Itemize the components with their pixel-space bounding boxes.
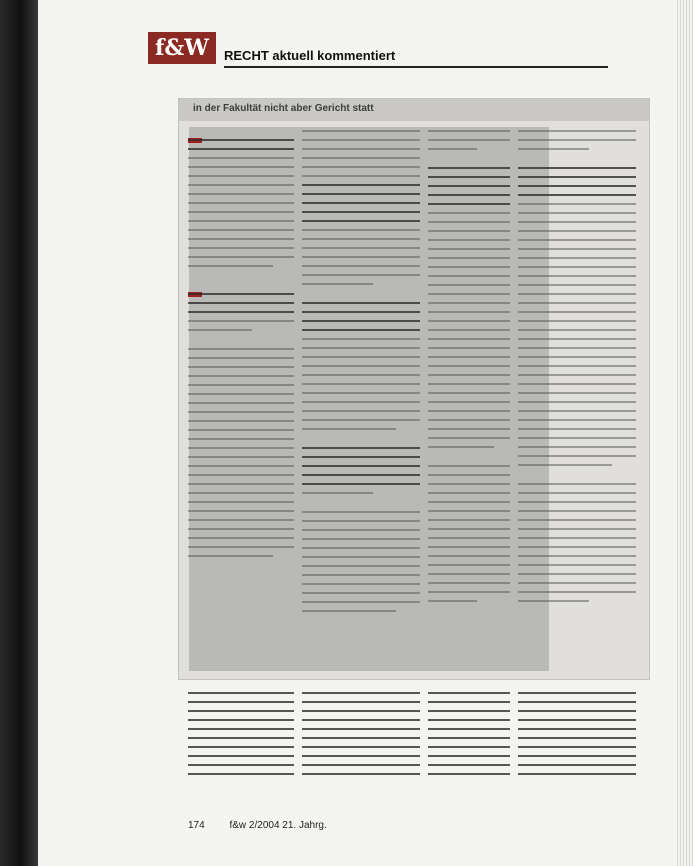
journal-logo: f&W [148, 32, 216, 64]
section-title: RECHT aktuell kommentiert [224, 48, 396, 63]
bottom-column-4 [518, 692, 636, 782]
bottom-column-1 [188, 692, 294, 782]
paragraph-marker [188, 284, 294, 289]
bottom-column-3 [428, 692, 510, 782]
text-column-3 [428, 130, 510, 609]
issue-info: f&w 2/2004 21. Jahrg. [229, 820, 327, 831]
page-header [148, 32, 608, 66]
binding-spine [0, 0, 38, 866]
box-header [179, 99, 649, 121]
text-column-4 [518, 130, 636, 609]
box-title: in der Fakultät nicht aber Gericht statt [193, 103, 374, 114]
page-number: 174 [188, 820, 205, 831]
page-footer [188, 820, 618, 836]
bottom-column-2 [302, 692, 420, 782]
paragraph-marker [188, 130, 294, 135]
text-column-1 [188, 130, 294, 564]
text-column-2 [302, 130, 420, 619]
header-rule [224, 66, 608, 68]
page-edge [677, 0, 693, 866]
